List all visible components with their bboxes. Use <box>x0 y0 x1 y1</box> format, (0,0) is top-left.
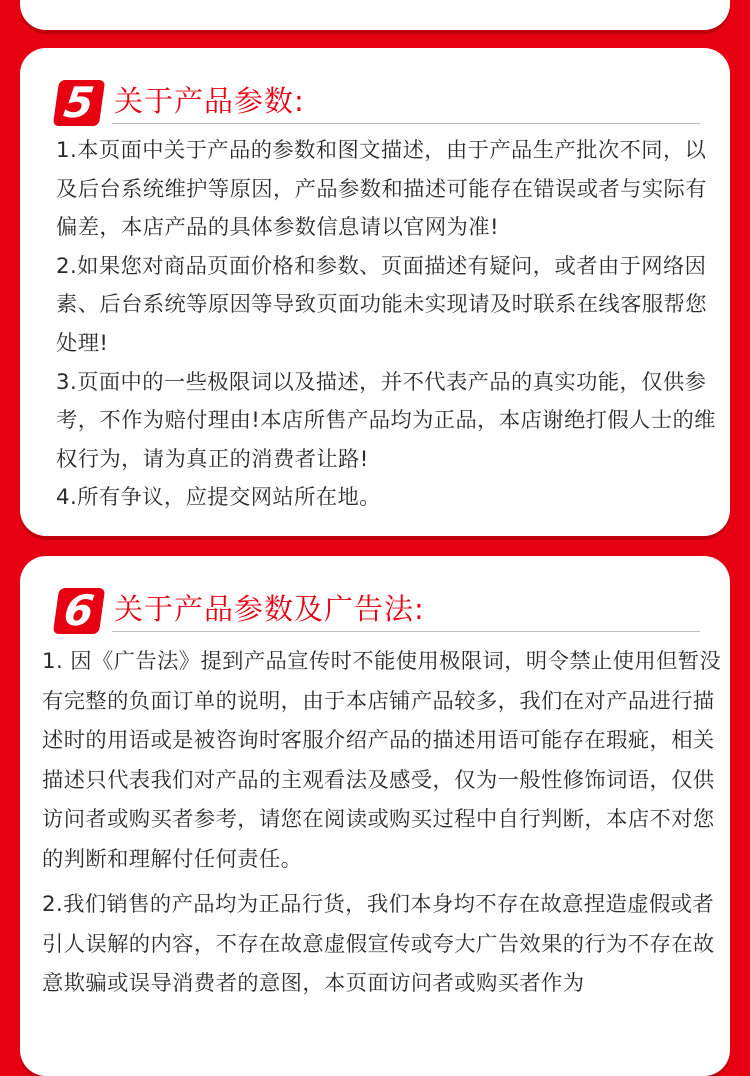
heading-divider <box>112 123 700 124</box>
paragraph: 3.页面中的一些极限词以及描述，并不代表产品的真实功能，仅供参考，不作为赔付理由!本店所售产品均为正品，本店谢绝打假人士的维权行为，请为真正的消费者让路! <box>56 369 716 472</box>
paragraph: 1.本页面中关于产品的参数和图文描述，由于产品生产批次不同，以及后台系统维护等原因，产品参数和描述可能存在错误或者与实际有偏差，本店产品的具体参数信息请以官网为准! <box>56 138 707 241</box>
paragraph: 2.我们销售的产品均为正品行货，我们本身均不存在故意捏造虚假或者引人误解的内容，不存在故意虚假宣传或夸大广告效果的行为不存在故意欺骗或误导消费者的意图，本页面访问者或购买者作为 <box>42 892 715 996</box>
section-5-heading <box>56 72 305 126</box>
section-number-badge: 5 <box>53 80 105 126</box>
paragraph: 1. 因《广告法》提到产品宣传时不能使用极限词，明令禁止使用但暂没有完整的负面订单的说明，由于本店铺产品较多，我们在对产品进行描述时的用语或是被咨询时客服介绍产品的描述用语可能存在瑕疵，相关描述只代表我们对产品的主观看法及感受，仅为一般性修饰词语，仅供访问者或购买者参考，请您在阅读或购买过程中自行判断，本店不对您的判断和理解付任何责任。 <box>42 649 722 872</box>
section-5-card <box>20 48 730 536</box>
previous-section-card <box>20 0 730 30</box>
section-6-body <box>42 642 730 1010</box>
paragraph: 2.如果您对商品页面价格和参数、页面描述有疑问，或者由于网络因素、后台系统等原因等导致页面功能未实现请及时联系在线客服帮您处理! <box>56 253 707 356</box>
section-number-badge: 6 <box>53 588 105 634</box>
paragraph: 4.所有争议，应提交网站所在地。 <box>56 485 381 511</box>
section-5-body <box>56 132 726 518</box>
section-title: 关于产品参数: <box>114 83 305 118</box>
section-title: 关于产品参数及广告法: <box>114 591 425 626</box>
section-6-card <box>20 556 730 1076</box>
section-6-heading <box>56 580 425 634</box>
heading-divider <box>112 631 700 632</box>
